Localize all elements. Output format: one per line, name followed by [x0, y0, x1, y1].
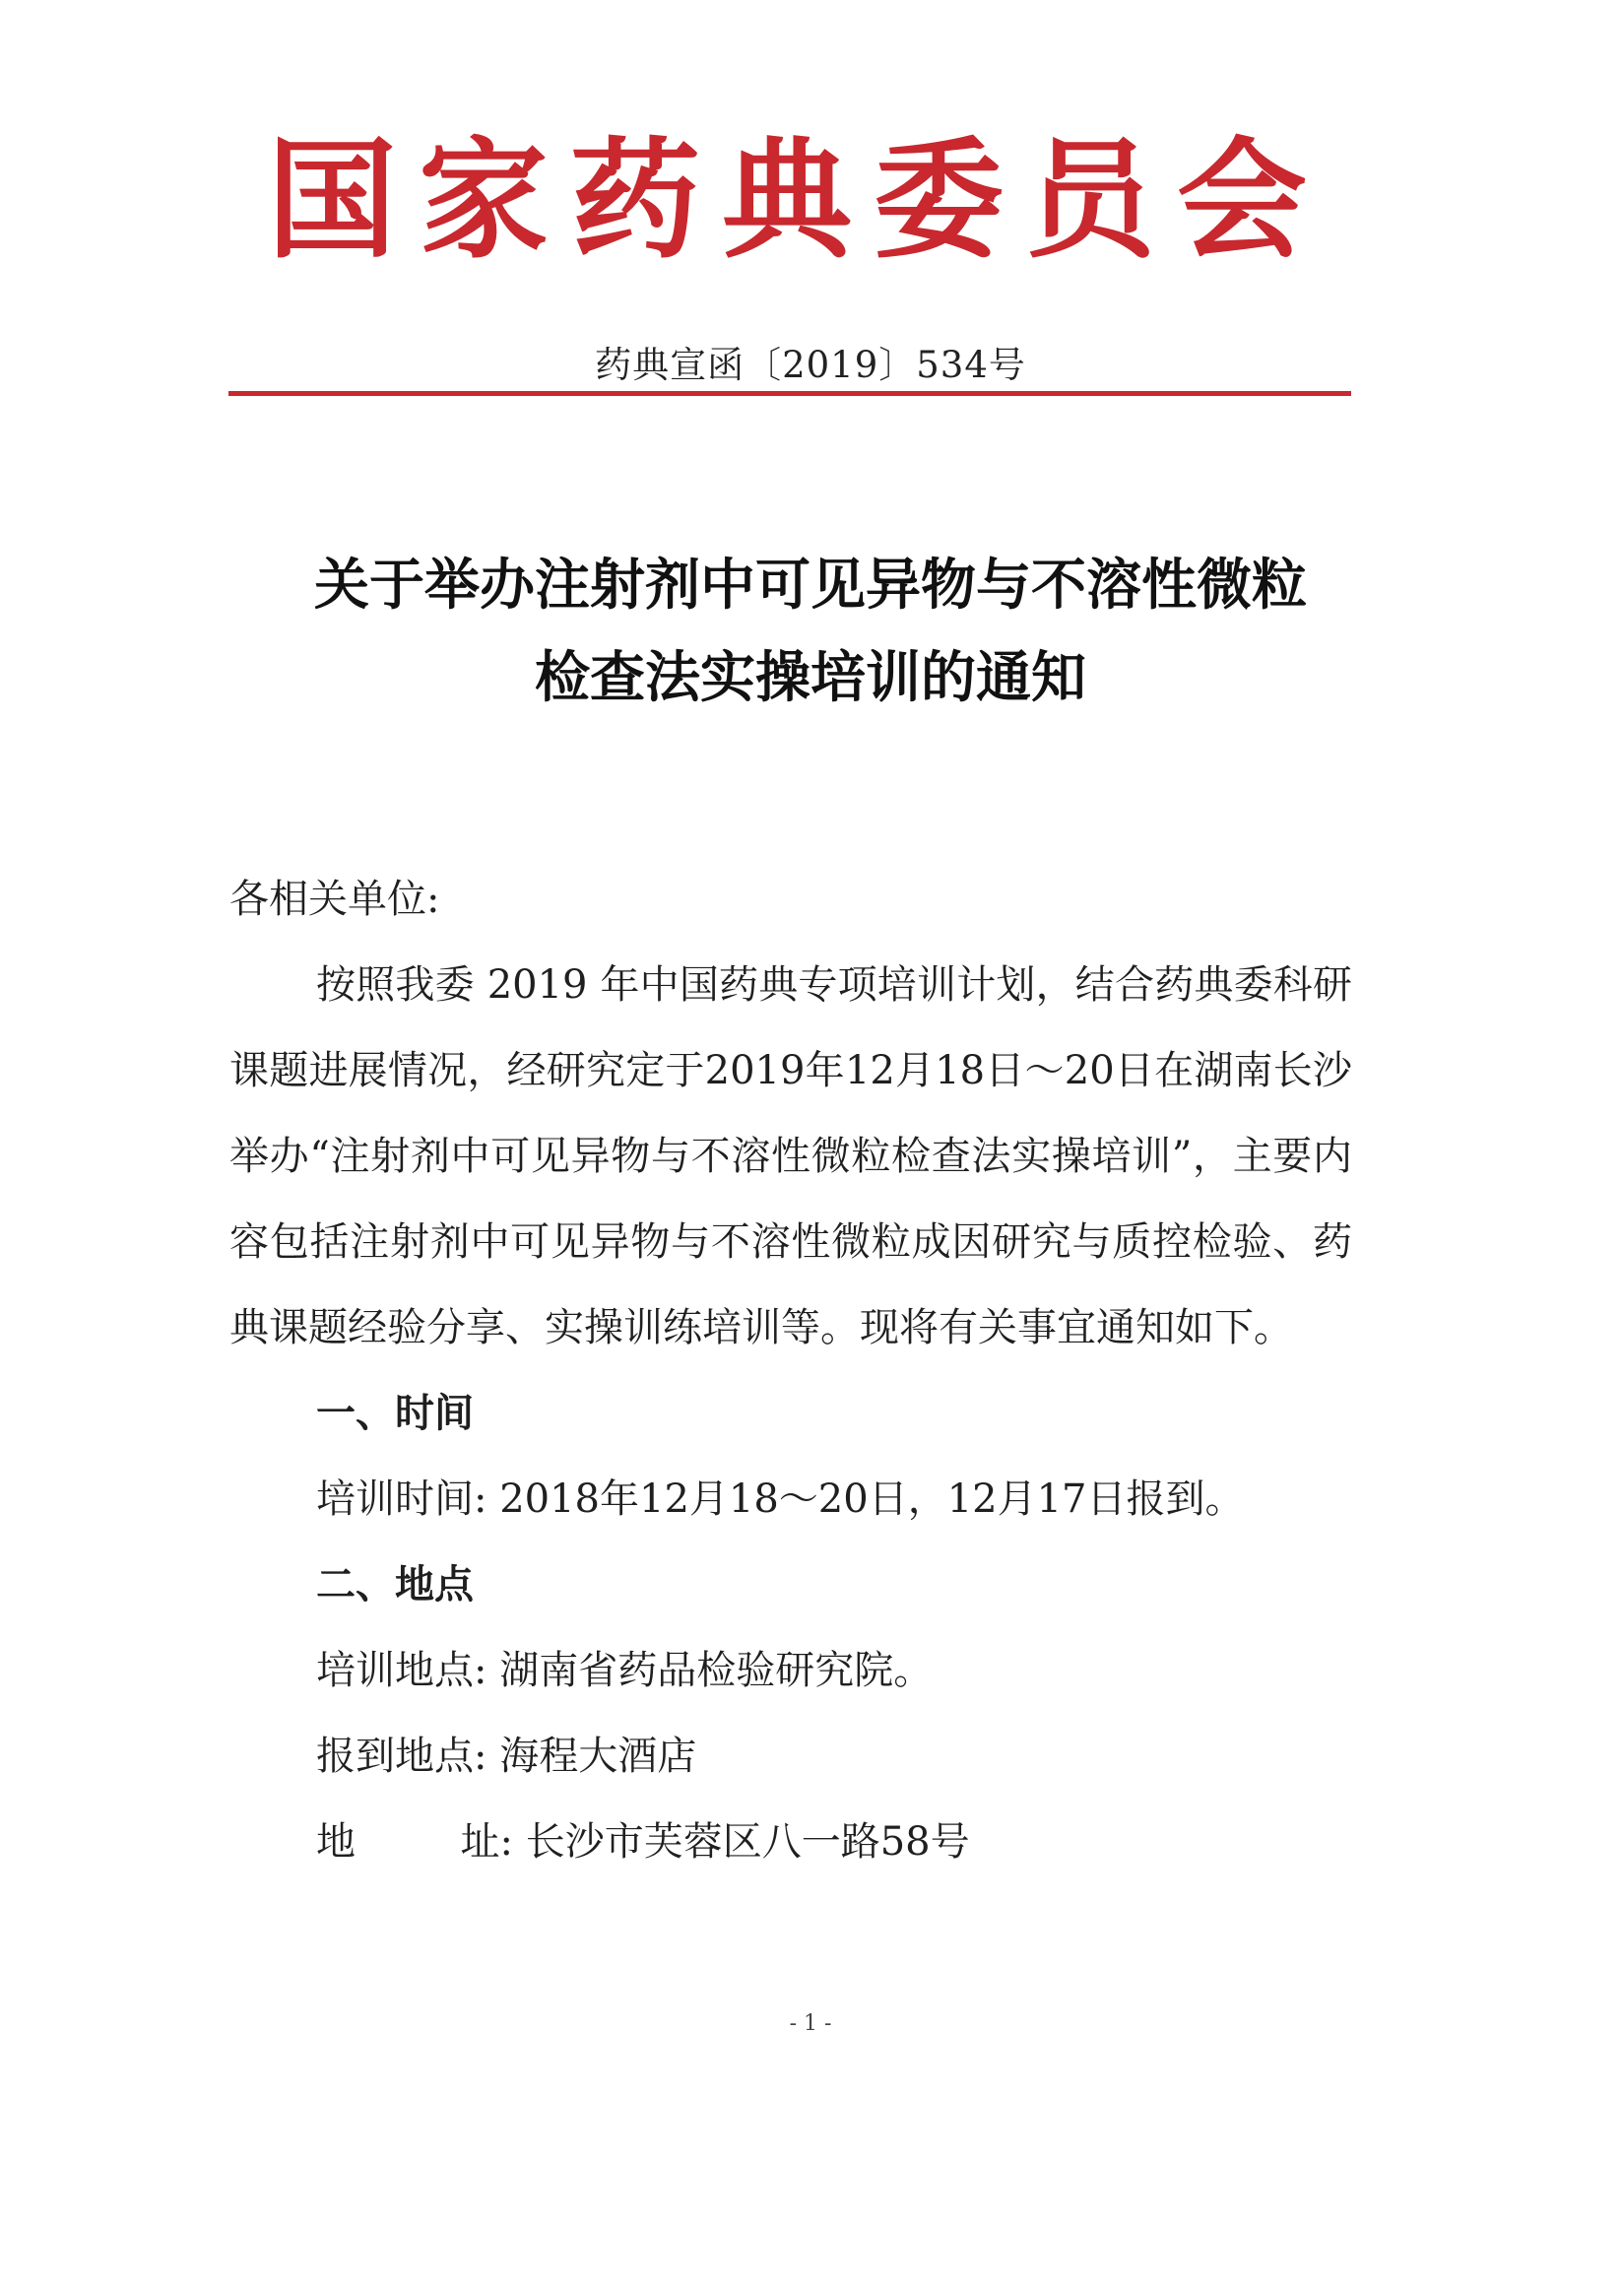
checkin-location-label: 报到地点:	[316, 1734, 487, 1779]
document-number: 药典宣函〔2019〕534号	[595, 344, 1026, 386]
checkin-location-value: 海程大酒店	[499, 1734, 697, 1779]
training-location-label: 培训地点:	[316, 1648, 487, 1693]
section-heading-time: 一、时间	[316, 1391, 474, 1436]
address-label	[316, 1800, 513, 1885]
intro-paragraph: 按照我委 2019 年中国药典专项培训计划，结合药典委科研课题进展情况，经研究定于2019年12月18日～20日在湖南长沙举办“注射剂中可见异物与不溶性微粒检查法实操培训”，主要内容包括注射剂中可见异物与不溶性微粒成因研究与质控检验、药典课题经验分享、实操训练培训等。现将有关事宜通知如下。	[229, 962, 1352, 1350]
address-item	[229, 1800, 1352, 1885]
address-label-char-1: 地	[316, 1819, 356, 1865]
notice-title-line-2: 检查法实操培训的通知	[535, 646, 1086, 710]
section-heading-location: 二、地点	[316, 1562, 474, 1607]
page-number: - 1 -	[789, 2011, 832, 2036]
training-location-value: 湖南省药品检验研究院。	[499, 1648, 934, 1693]
notice-body	[229, 857, 1352, 1885]
address-value: 长沙市芙蓉区八一路58号	[525, 1819, 970, 1865]
letterhead-red-rule	[228, 391, 1351, 396]
address-label-char-2: 址:	[460, 1819, 513, 1865]
training-time-value: 2018年12月18～20日，12月17日报到。	[499, 1476, 1245, 1522]
training-location-item	[229, 1628, 1352, 1714]
letterhead-org-name: 国家药典委员会	[267, 125, 1329, 277]
training-time-item	[229, 1457, 1352, 1542]
training-time-label: 培训时间:	[316, 1476, 487, 1522]
checkin-location-item	[229, 1714, 1352, 1800]
notice-title	[197, 540, 1424, 725]
notice-title-line-1: 关于举办注射剂中可见异物与不溶性微粒	[314, 554, 1307, 618]
salutation: 各相关单位:	[229, 877, 440, 922]
